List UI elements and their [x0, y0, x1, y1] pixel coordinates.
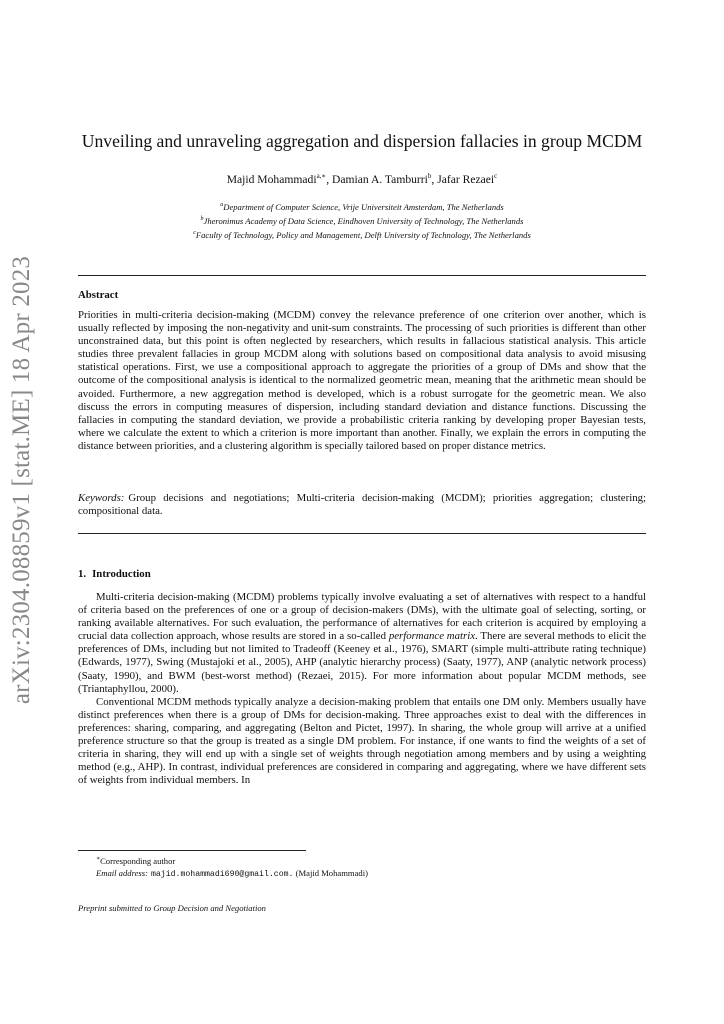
emphasized-term: performance matrix — [388, 630, 476, 643]
footnote-email — [96, 867, 636, 881]
affiliation-line: $^a$Department of Computer Science, Vrije Universiteit Amsterdam, The Netherlands — [220, 201, 504, 212]
abstract-text: Priorities in multi-criteria decision-making (MCDM) convey the relevance preference of one criterion over another, which is usually reflected by imposing the non-negativity and unit-sum constraints. The processing of such priorities is different than other unconstrained data, but this point is often neglected by researchers, which results in fallacious statistical analysis. This article studies three prevalent fallacies in group MCDM along with solutions based on compositional data analysis to avoid misusing statistical operations. First, we use a compositional approach to aggregate the priorities of a group of DMs and show that the outcome of the compositional analysis is identical to the normalized geometric mean, meaning that the arithmetic mean should be avoided. Furthermore, a new aggregation method is developed, which is a robust surrogate for the geometric mean. We also discuss the errors in computing measures of dispersion, including standard deviation and distance functions. Discussing the fallacies in computing the standard deviation, we provide a probabilistic criteria ranking by developing proper Bayesian tests, where we calculate the extent to which a criterion is more important than another. Finally, we explain the errors in computing the distance between priorities, and a clustering algorithm is specially tailored based on proper distance metrics. — [78, 309, 646, 452]
author-name: Jafar Rezaei — [437, 172, 495, 186]
arxiv-sidebar-stamp — [2, 255, 42, 705]
affiliation-list — [78, 199, 646, 241]
author-name: Majid Mohammadi — [226, 172, 317, 186]
email-label: Email address: — [96, 868, 148, 879]
author-name: Damian A. Tamburri — [331, 172, 428, 186]
keywords-text: Group decisions and negotiations; Multi-criteria decision-making (MCDM); priorities aggregation; clustering; compositional data. — [78, 492, 646, 518]
paper-title: Unveiling and unraveling aggregation and dispersion fallacies in group MCDM — [81, 131, 643, 151]
affiliation-line: $^b$Jheronimus Academy of Data Science, Eindhoven University of Technology, The Netherlands — [200, 215, 524, 226]
footnote-corresponding: ∗Corresponding author — [96, 855, 176, 866]
section-title: Introduction — [92, 568, 151, 580]
email-owner: (Majid Mohammadi) — [295, 868, 368, 879]
author-affiliation-marker: a,∗ — [316, 172, 327, 180]
abstract-bottom-rule — [78, 533, 646, 534]
author-affiliation-marker: c — [494, 172, 498, 180]
author-affiliation-marker: b — [427, 172, 432, 180]
keywords — [78, 492, 646, 518]
paragraph: Conventional MCDM methods typically analyze a decision-making problem that entails one DM only. Members usually have distinct preferences when there is a group of DMs for decision-making. Three approaches exist to deal with the differences in preferences: sharing, comparing, and aggregating (Belton and Pictet, 1997). In sharing, the whole group will arrive at a unified preference structure so that the group is treated as a single DM problem. For instance, if one wants to find the weights of a set of criteria in sharing, they will end up with a single set of weights through negotiation among members and by using a weighting method (e.g., AHP). In contrast, individual preferences are considered in comparing and aggregating, where we have different sets of weights from individual members. In — [78, 695, 646, 787]
section-number: 1. — [78, 568, 87, 580]
preprint-notice: Preprint submitted to Group Decision and Negotiation — [78, 903, 266, 913]
arxiv-identifier: arXiv:2304.08859v1 [stat.ME] 18 Apr 2023 — [8, 255, 35, 705]
abstract-heading: Abstract — [78, 289, 119, 301]
affiliation-line: $^c$Faculty of Technology, Policy and Management, Delft University of Technology, The Netherlands — [193, 229, 531, 240]
paragraph: Multi-criteria decision-making (MCDM) problems typically involve evaluating a set of alternatives with respect to a handful of criteria based on the preferences of one or a group of decision-makers (DMs), with the ultimate goal of selecting, sorting, or ranking available alternatives. For such evaluation, the performance of alternatives for each criterion is acquired by employing a crucial data collection approach, whose results are stored in a so-called performance matrix. There are several methods to elicit the preferences of DMs, including but not limited to Tradeoff (Keeney et al., 1976), SMART (simple multi-attribute rating technique) (Edwards, 1977), Swing (Mustajoki et al., 2005), AHP (analytic hierarchy process) (Saaty, 1977), ANP (analytic network process) (Saaty, 1990), and BWM (best-worst method) (Rezaei, 2015). For more information about popular MCDM methods, see (Triantaphyllou, 2000). — [78, 591, 647, 695]
keywords-label: Keywords: — [78, 492, 125, 504]
abstract-top-rule — [78, 275, 646, 276]
section-heading — [78, 568, 151, 580]
footnote-rule — [78, 850, 306, 851]
email-address-link[interactable]: majid.mohammadi690@gmail.com. — [150, 870, 294, 880]
footnotes — [96, 853, 636, 881]
author-list: Majid Mohammadi$^{a,∗}$, Damian A. Tamburri$^b$, Jafar Rezaei$^c$ — [226, 172, 498, 186]
introduction-body — [78, 591, 646, 787]
